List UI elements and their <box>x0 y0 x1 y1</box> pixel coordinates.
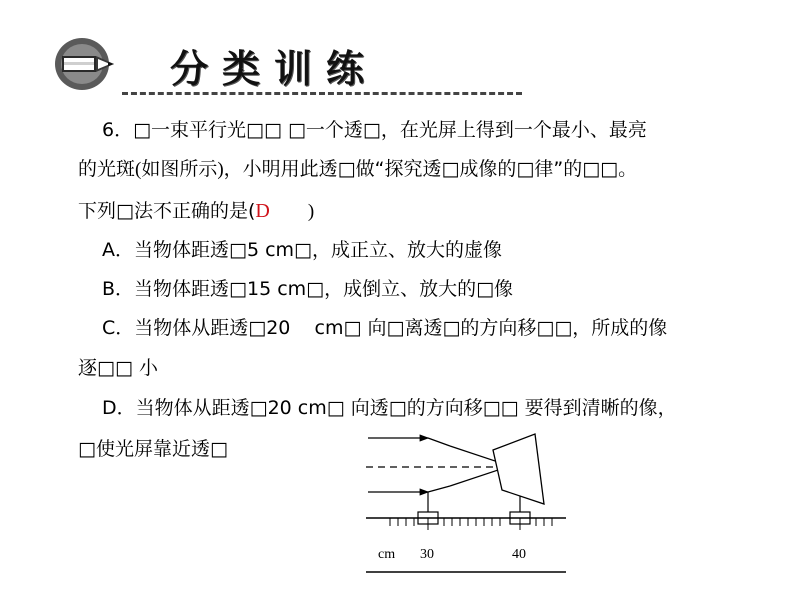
question-prompt-close: ) <box>269 201 315 222</box>
option-b: B．当物体距透□15 cm□，成倒立、放大的□像 <box>102 278 514 300</box>
lens-screen-diagram <box>360 430 570 580</box>
ruler-mark-40: 40 <box>512 547 526 562</box>
option-c-line-1: C．当物体从距透□20 cm□ 向□离透□的方向移□□，所成的像 <box>102 317 668 339</box>
section-title: 分类训练 <box>170 47 379 91</box>
ruler-mark-30: 30 <box>420 547 434 562</box>
option-c-line-2: 逐□□ 小 <box>78 357 158 379</box>
header-divider <box>122 92 522 95</box>
question-line-2-b: (如图所示) <box>135 159 224 180</box>
question-line-2-a: 的光斑 <box>78 158 136 180</box>
ruler-unit-label: cm <box>378 547 396 562</box>
lens-bottom <box>428 486 450 492</box>
lens-top <box>428 438 450 446</box>
section-header <box>0 0 800 110</box>
light-screen <box>493 434 544 504</box>
question-line-3 <box>78 199 314 224</box>
question-line-2-c: ，小明用此透□做“探究透□成像的□律”的□□。 <box>223 158 638 180</box>
option-d-line-1: D．当物体从距透□20 cm□ 向透□的方向移□□ 要得到清晰的像， <box>102 397 677 419</box>
option-d-line-2: □使光屏靠近透□ <box>78 438 228 460</box>
pencil-icon <box>52 36 124 92</box>
option-a: A．当物体距透□5 cm□，成正立、放大的虚像 <box>102 239 502 261</box>
question-prompt: 下列□法不正确的是( <box>78 200 256 222</box>
question-line-1: 6．□一束平行光□□ □一个透□，在光屏上得到一个最小、最亮 <box>102 119 647 141</box>
question-line-2 <box>78 157 637 182</box>
answer-mark: D <box>255 200 270 222</box>
